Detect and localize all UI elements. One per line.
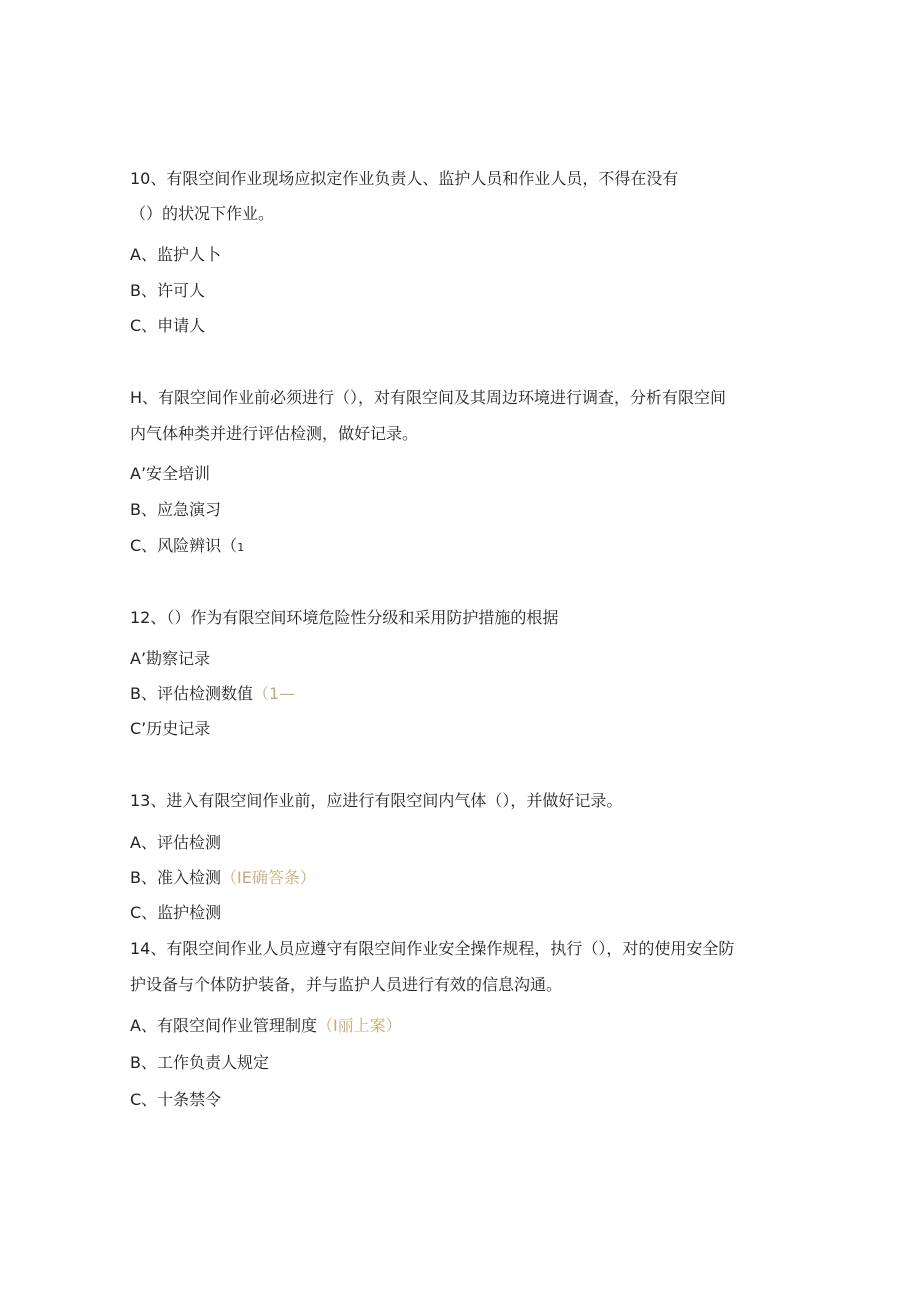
question-14-option-b <box>130 1052 269 1074</box>
answer-note: 1 <box>237 541 245 554</box>
question-13-stem-line-1: 13、进入有限空间作业前，应进行有限空间内气体（），并做好记录。 <box>130 791 623 810</box>
option-text: B、许可人 <box>130 281 205 300</box>
option-text: C、风险辨识（ <box>130 536 238 555</box>
answer-note: （1— <box>252 684 296 703</box>
question-11-stem-line-1: H、有限空间作业前必须进行（），对有限空间及其周边环境进行调查，分析有限空间 <box>130 388 727 407</box>
question-10-option-c <box>130 315 205 337</box>
question-11-stem-line-2: 内气体种类并进行评估检测，做好记录。 <box>130 424 419 443</box>
question-11-option-c <box>130 535 244 559</box>
question-12-stem-line-1: 12、（）作为有限空间环境危险性分级和采用防护措施的根据 <box>130 608 559 627</box>
option-text: A’安全培训 <box>130 464 211 483</box>
option-text: B、应急演习 <box>130 500 221 519</box>
question-12-option-a <box>130 648 210 670</box>
option-text: B、准入检测 <box>130 868 221 887</box>
question-13-option-c <box>130 902 221 924</box>
option-text: B、评估检测数值 <box>130 684 253 703</box>
question-14-option-a <box>130 1015 402 1037</box>
question-10-stem-line-1: 10、有限空间作业现场应拟定作业负责人、监护人员和作业人员，不得在没有 <box>130 169 679 188</box>
question-11-option-a <box>130 463 210 485</box>
option-text: A、有限空间作业管理制度 <box>130 1016 317 1035</box>
option-text: C’历史记录 <box>130 719 211 738</box>
question-12-option-b <box>130 683 295 705</box>
option-text: C、申请人 <box>130 316 206 335</box>
answer-note: （I丽上案） <box>316 1016 402 1035</box>
question-13-option-a <box>130 832 221 854</box>
option-text: C、监护检测 <box>130 903 222 922</box>
question-12-option-c <box>130 718 210 740</box>
option-text: B、工作负责人规定 <box>130 1053 269 1072</box>
option-text: A’勘察记录 <box>130 649 211 668</box>
question-10-option-b <box>130 280 205 302</box>
option-text: A、监护人卜 <box>130 245 221 264</box>
question-13-option-b <box>130 867 316 889</box>
answer-note: （IE确答条） <box>220 868 316 887</box>
question-11-option-b <box>130 499 221 521</box>
question-14-option-c <box>130 1089 221 1111</box>
question-14-stem-line-2: 护设备与个体防护装备，并与监护人员进行有效的信息沟通。 <box>130 975 563 994</box>
question-14-stem-line-1: 14、有限空间作业人员应遵守有限空间作业安全操作规程，执行（），对的使用安全防 <box>130 939 735 958</box>
question-10-option-a <box>130 244 221 266</box>
option-text: C、十条禁令 <box>130 1090 222 1109</box>
question-10-stem-line-2: （）的状况下作业。 <box>130 204 275 223</box>
option-text: A、评估检测 <box>130 833 221 852</box>
